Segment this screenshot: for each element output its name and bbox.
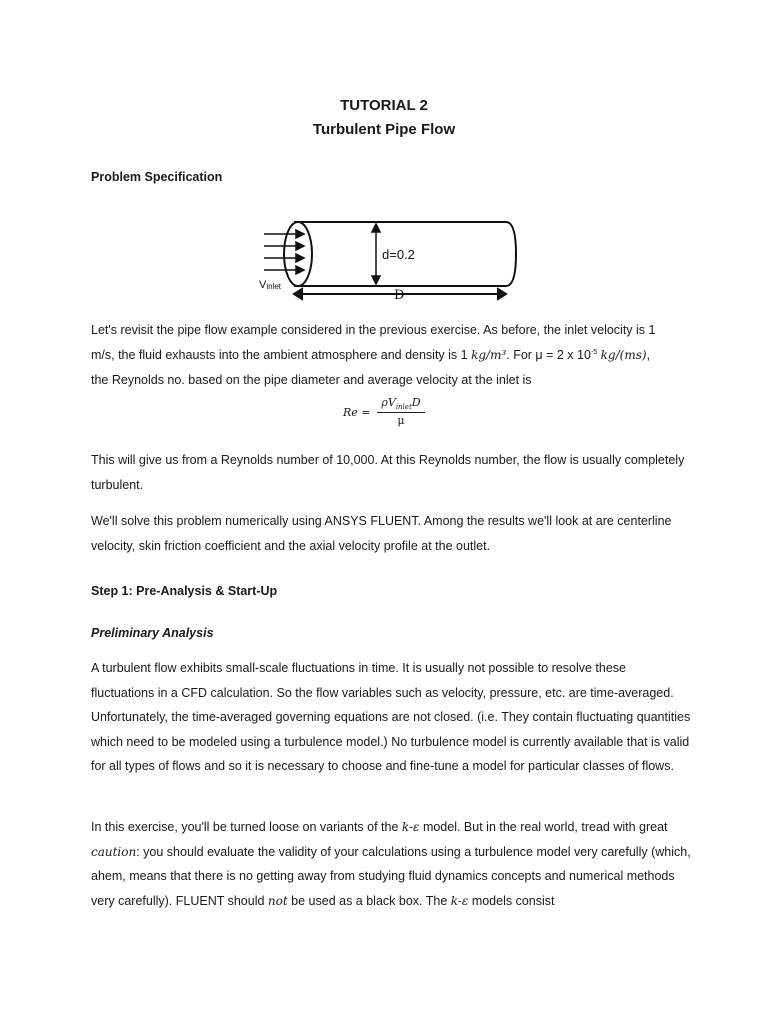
para1-line3: the Reynolds no. based on the pipe diameter and average velocity at the inlet is [91, 373, 532, 387]
formula-lhs: Re = [343, 406, 371, 419]
diameter-label: d=0.2 [382, 247, 415, 262]
page-title: TUTORIAL 2 [340, 97, 428, 114]
para2: This will give us from a Reynolds number of 10,000. At this Reynolds number, the flow is usually completely turbulent. [91, 453, 685, 492]
step1-heading: Step 1: Pre-Analysis & Start-Up [91, 584, 278, 598]
formula-fraction [377, 396, 425, 427]
para4: A turbulent flow exhibits small-scale fluctuations in time. It is usually not possible to resolve these fluctuations in a CFD calculation. So the flow variables such as velocity, pressure, etc. are time-averaged. Unfortunately, the time-averaged governing equations are not closed. (i.e. They contain fluctuating quantities which need to be modeled using a turbulence model.) No turbulence model is currently available that is valid for all types of flows and so it is necessary to choose and fine-tune a model for particular classes of flows. [91, 661, 691, 773]
length-label: D [394, 288, 405, 302]
formula-numerator: $\rho V_{inlet}D$ [381, 396, 421, 412]
page-subtitle: Turbulent Pipe Flow [312, 121, 456, 138]
preliminary-analysis-heading: Preliminary Analysis [91, 626, 214, 640]
para1-line2: m/s, the fluid exhausts into the ambient atmosphere and density is 1 kg/m³. For μ = 2 x $10^{-5}$ kg/(ms), [91, 348, 651, 362]
section-heading-problem: Problem Specification [91, 170, 223, 184]
inlet-velocity-label: Vinlet [259, 279, 282, 291]
para3: We'll solve this problem numerically using ANSYS FLUENT. Among the results we'll look at are centerline velocity, skin friction coefficient and the axial velocity profile at the outlet. [91, 514, 672, 553]
formula-denominator: μ [397, 414, 405, 428]
para5: In this exercise, you'll be turned loose on variants of the k-ε model. But in the real world, tread with great caution: you should evaluate the validity of your calculations using a turbulence model very carefully (which, ahem, means that there is no getting away from studying fluid dynamics concepts and numerical methods very carefully). FLUENT should not be used as a black box. The k-ε models consist [91, 820, 691, 908]
pipe-flow-diagram [250, 210, 530, 302]
diameter-arrow [372, 224, 380, 284]
para1-line1: Let's revisit the pipe flow example considered in the previous exercise. As before, the inlet velocity is 1 [91, 323, 656, 337]
